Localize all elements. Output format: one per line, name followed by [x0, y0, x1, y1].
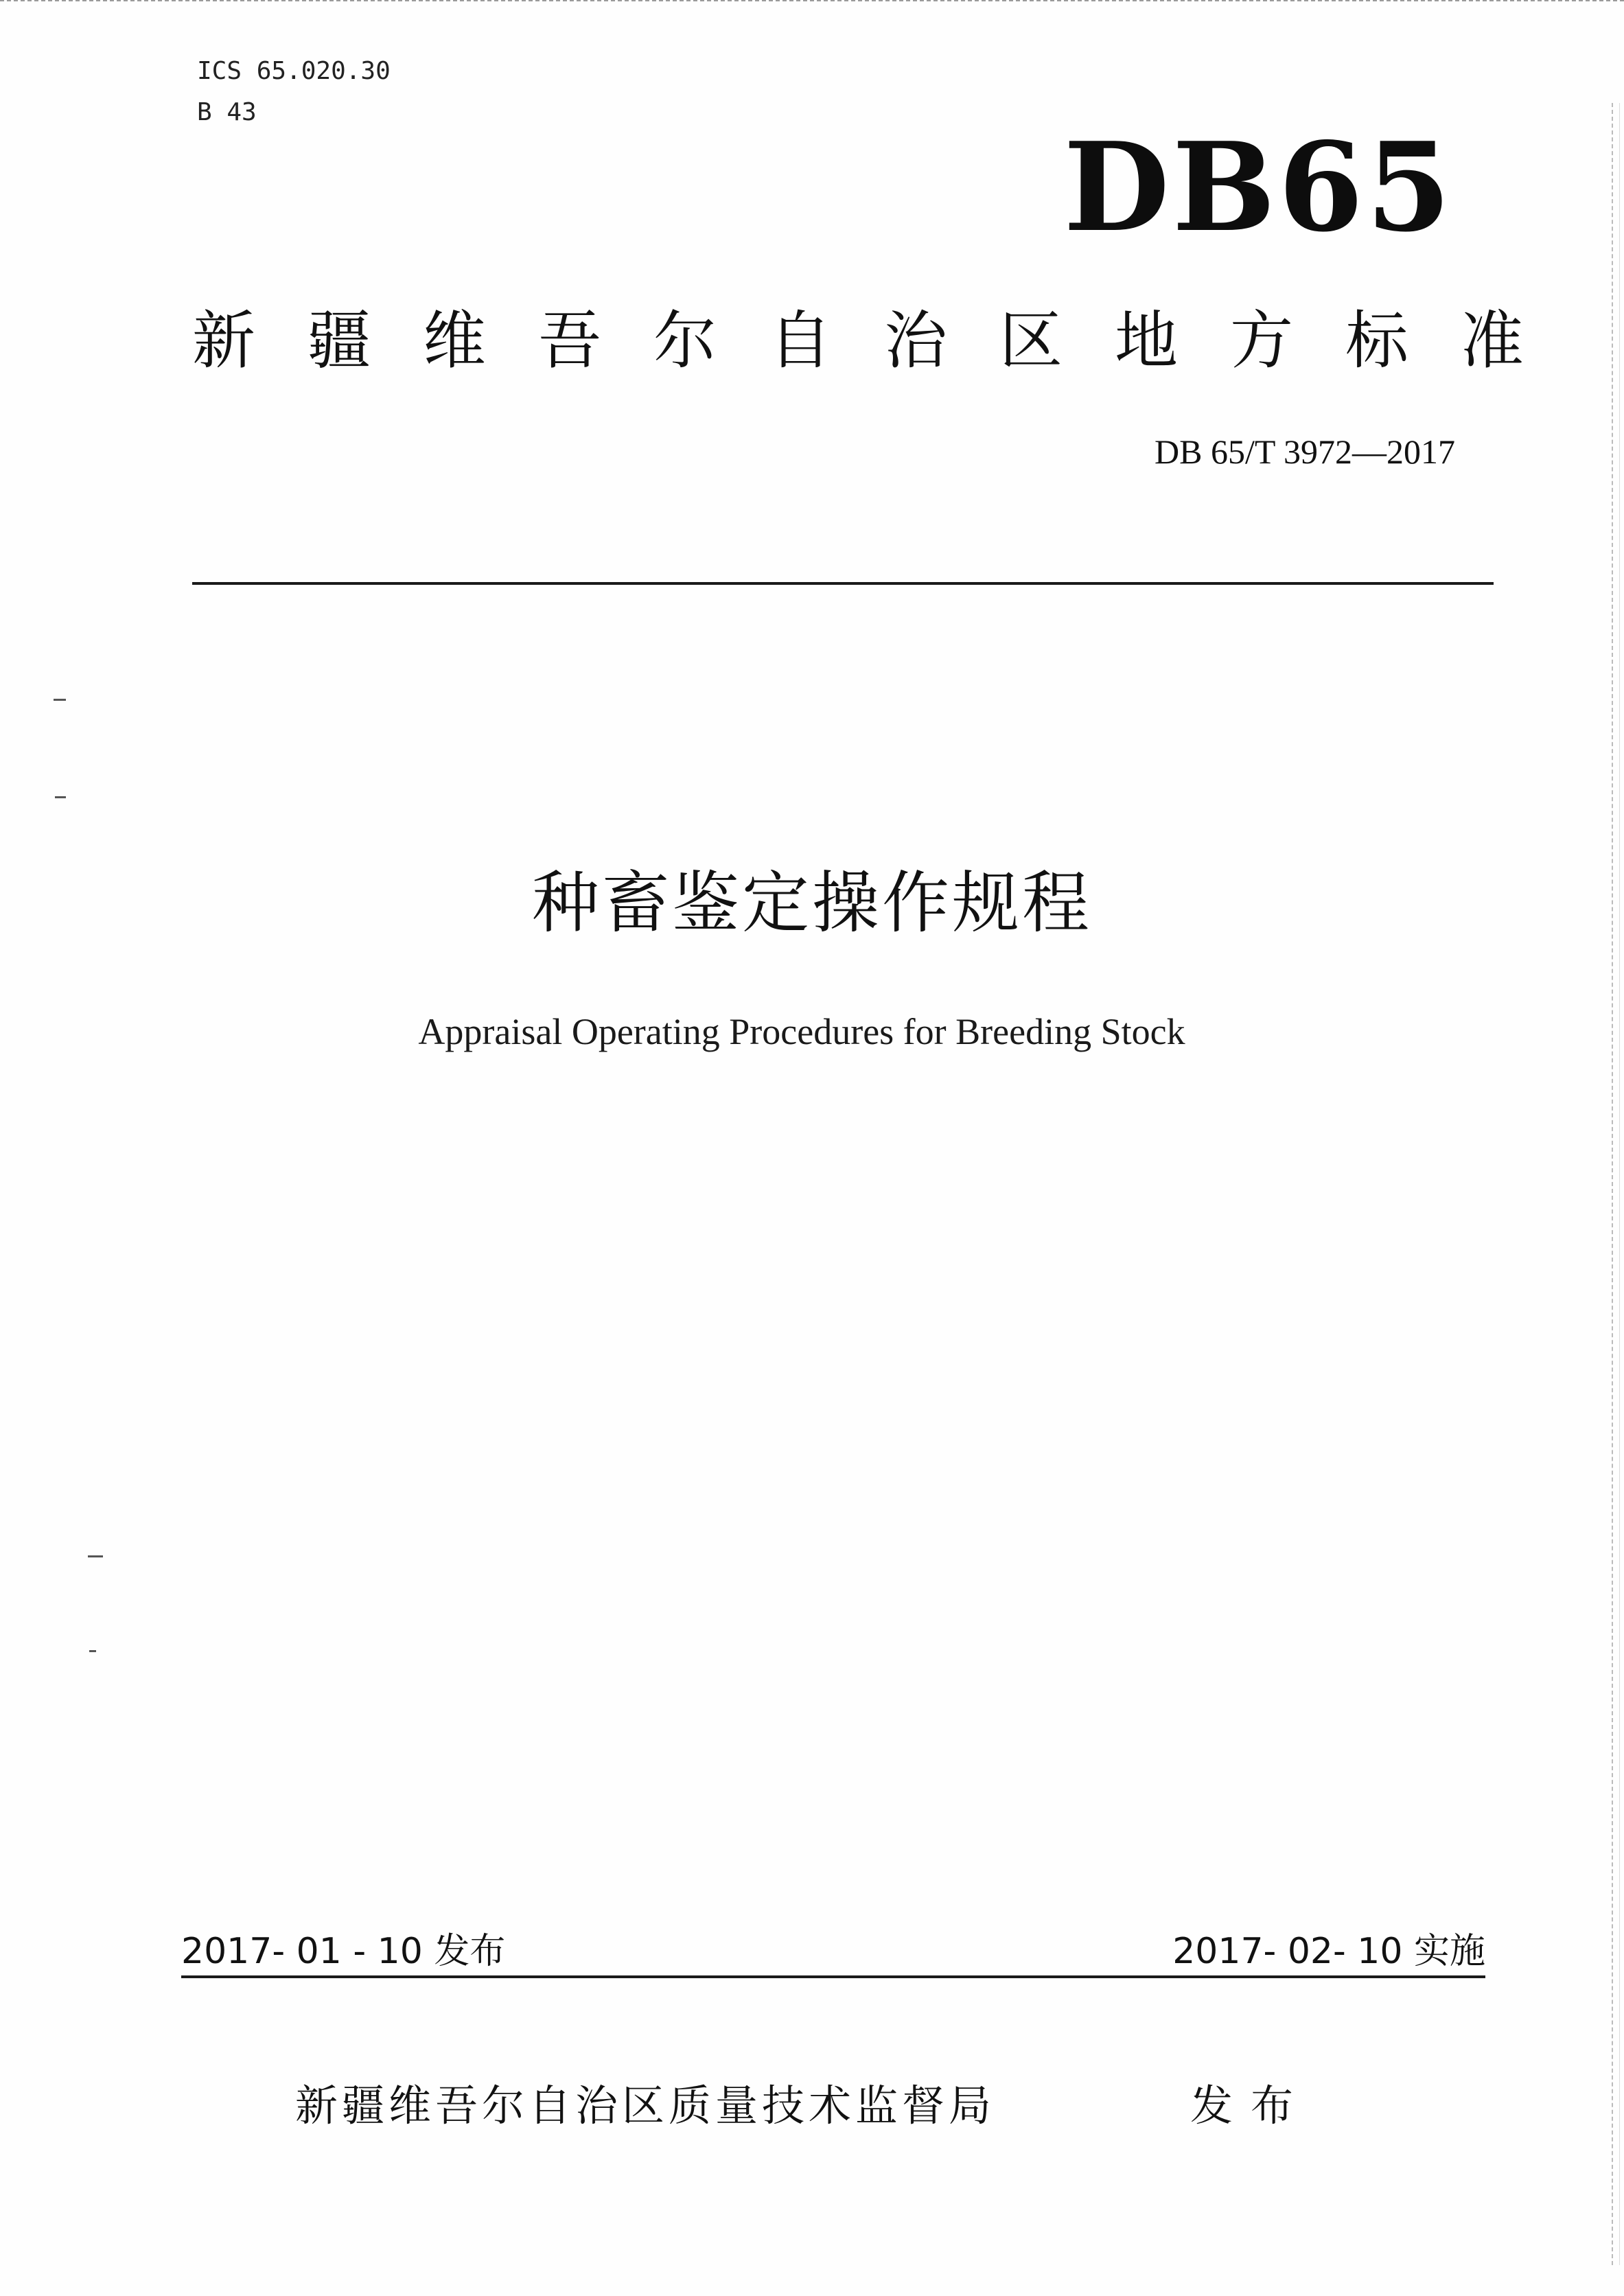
scan-edge-right	[1612, 103, 1620, 2265]
document-title-english: Appraisal Operating Procedures for Breeding Stock	[418, 1011, 1185, 1052]
scan-speck	[55, 796, 66, 798]
standard-brand-mark: DB65	[1063, 115, 1454, 259]
scan-speck	[54, 699, 66, 701]
footer-divider	[181, 1975, 1485, 1978]
issue-label: 发布	[1190, 2080, 1311, 2131]
implementation-date: 2017- 02- 10 实施	[1172, 1931, 1485, 1972]
scan-speck	[89, 1650, 96, 1652]
ics-code: ICS 65.020.30	[197, 57, 391, 85]
header-divider	[192, 582, 1494, 585]
document-title-chinese: 种畜鉴定操作规程	[531, 864, 1092, 942]
issuing-authority: 新疆维吾尔自治区质量技术监督局	[295, 2080, 996, 2131]
ccs-code: B 43	[197, 98, 257, 126]
scan-speck	[88, 1555, 103, 1557]
scan-edge-top	[0, 0, 1624, 7]
issue-date: 2017- 01 - 10 发布	[181, 1931, 506, 1972]
standard-number: DB 65/T 3972—2017	[1155, 432, 1455, 471]
date-row	[181, 1927, 1485, 1982]
standard-category: 新疆维吾尔自治区地方标准	[192, 304, 1577, 378]
issuer-block	[295, 2077, 1380, 2139]
